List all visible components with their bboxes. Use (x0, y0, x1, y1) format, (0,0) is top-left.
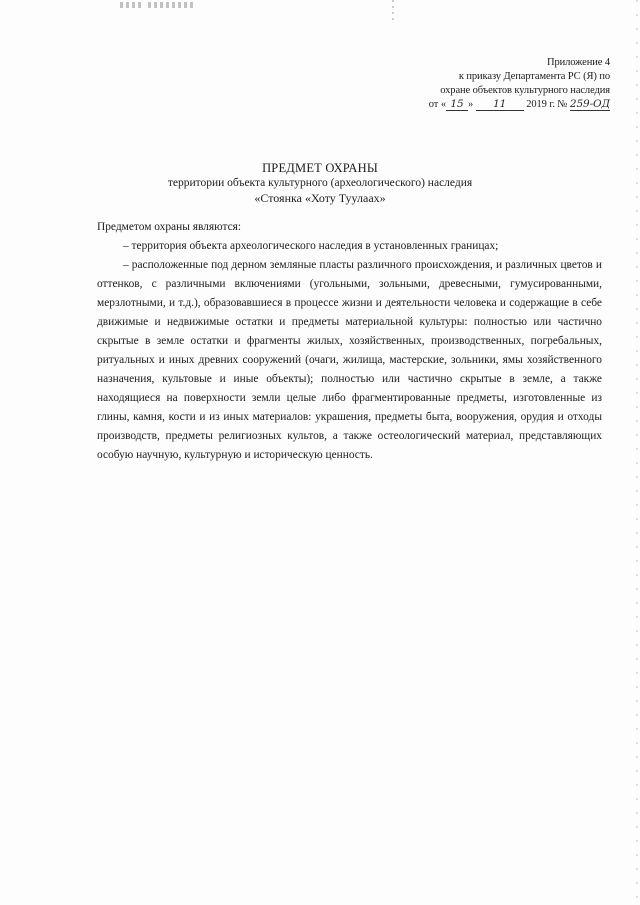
appendix-order-ref: к приказу Департамента РС (Я) по (458, 71, 610, 82)
protection-item: – территория объекта археологического наследия в установленных границах; (123, 240, 499, 252)
date-mid: » (467, 99, 474, 110)
date-month: 11 (476, 98, 524, 111)
appendix-header (310, 56, 610, 112)
document-body (97, 218, 602, 465)
appendix-label: Приложение 4 (546, 57, 610, 68)
date-year: 2019 г. № (526, 99, 568, 110)
document-title: ПРЕДМЕТ ОХРАНЫ (262, 161, 378, 175)
document-subtitle: территории объекта культурного (археологического) наследия (167, 177, 473, 189)
date-day: 15 (446, 98, 468, 111)
date-prefix: от « (428, 99, 446, 110)
scan-artifact (148, 2, 196, 8)
site-name: «Стоянка «Хоту Туулаах» (254, 191, 386, 205)
scan-edge (636, 0, 638, 905)
scan-artifact (120, 2, 142, 8)
body-lead: Предметом охраны являются: (97, 221, 242, 233)
appendix-department: охране объектов культурного наследия (440, 85, 610, 96)
appendix-date-line (310, 98, 610, 112)
scan-artifact (392, 0, 394, 22)
protection-item: – расположенные под дерном земляные пласты различного происхождения, и различных цветов и оттенков, с различными включениями (угольными, зольными, древесными, гумусированными, мерзлотными, и т.д.), образовавшиеся в процессе жизни и деятельности человека и содержащие в себе движимые и недвижимые остатки и предметы материальной культуры: полностью или частично скрытые в земле остатки и фрагменты жилых, хозяйственных, производственных, погребальных, ритуальных и иных древних сооружений (очаги, жилища, мастерские, зольники, ямы хозяйственного назначения, культовые и иные объекты); полностью или частично скрытые в земле, а также находящиеся на поверхности земли целые либо фрагментированные предметы, изготовленные из глины, камня, кости и из иных материалов: украшения, предметы быта, вооружения, орудия и отходы производств, предметы религиозных культов, а также остеологический материал, представляющих особую научную, культурную и историческую ценность. (97, 259, 602, 461)
order-number: 259-ОД (569, 98, 610, 110)
title-block (0, 160, 640, 206)
